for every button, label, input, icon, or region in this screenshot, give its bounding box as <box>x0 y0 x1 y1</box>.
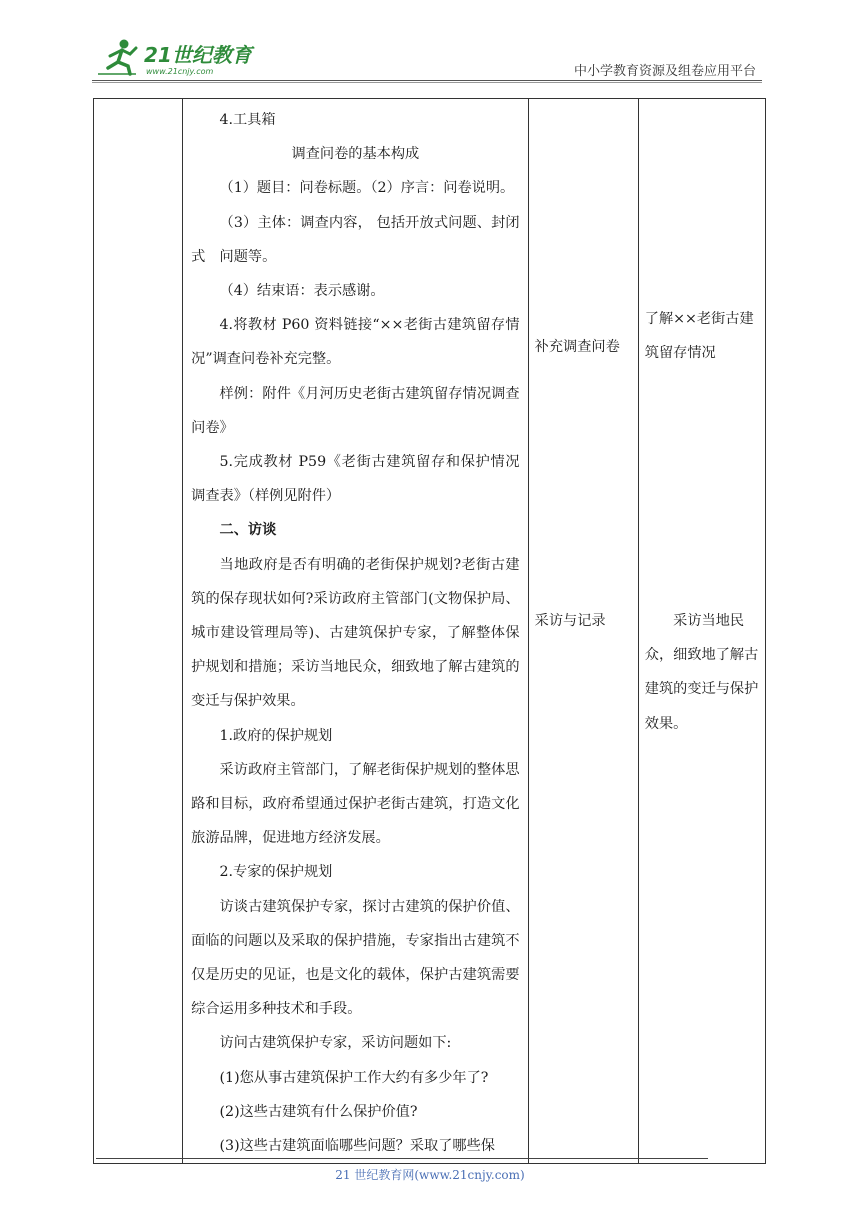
paragraph: 采访政府主管部门，了解老街保护规划的整体思路和目标，政府希望通过保护老街古建筑，打造文化旅游品牌，促进地方经济发展。 <box>191 761 520 847</box>
list-item: (1)您从事古建筑保护工作大约有多少年了? <box>219 1069 489 1086</box>
student-activity-2: 采访与记录 <box>534 613 606 629</box>
design-intent-1: 了解××老街古建筑留存情况 <box>644 311 754 362</box>
list-item: 4.将教材 P60 资料链接“××老街古建筑留存情况”调查问卷补充完整。 <box>191 317 520 368</box>
footer-divider <box>96 1158 708 1159</box>
table-cell-student-activity <box>528 99 638 1164</box>
site-logo <box>96 36 266 80</box>
lesson-plan-table <box>93 98 766 1164</box>
svg-text:21世纪教育: 21世纪教育 <box>144 43 252 67</box>
section-heading-interview: 二、访谈 <box>219 522 277 539</box>
student-activity-1: 补充调查问卷 <box>534 339 620 355</box>
subheading: 2.专家的保护规划 <box>219 864 333 881</box>
list-item: (2)这些古建筑有什么保护价值? <box>219 1103 418 1120</box>
design-intent-2: 采访当地民众，细致地了解古建筑的变迁与保护效果。 <box>644 613 759 732</box>
paragraph: 访问古建筑保护专家，采访问题如下: <box>219 1035 452 1052</box>
header-divider <box>92 80 762 81</box>
footer-link[interactable]: 21 世纪教育网(www.21cnjy.com) <box>335 1168 525 1182</box>
list-item: （3）主体：调查内容， 包括开放式问题、封闭式 问题等。 <box>191 214 520 265</box>
header-divider-thin <box>92 82 762 83</box>
list-item: 样例：附件《月河历史老街古建筑留存情况调查问卷》 <box>191 385 520 436</box>
table-cell-activity <box>183 99 529 1164</box>
questionnaire-structure-title: 调查问卷的基本构成 <box>291 146 420 163</box>
platform-name: 中小学教育资源及组卷应用平台 <box>573 64 756 79</box>
list-item: (3)这些古建筑面临哪些问题？采取了哪些保 <box>219 1138 495 1155</box>
list-item: 5.完成教材 P59《老街古建筑留存和保护情况调查表》（样例见附件） <box>191 454 520 505</box>
toolbox-heading: 4.工具箱 <box>219 112 276 128</box>
list-item: （4）结束语：表示感谢。 <box>219 283 385 300</box>
table-row <box>94 99 766 1164</box>
paragraph: 当地政府是否有明确的老街保护规划?老街古建筑的保存现状如何?采访政府主管部门(文物保护局、城市建设管理局等)、古建筑保护专家，了解整体保护规划和措施；采访当地民众，细致地了解古建筑的变迁与保护效果。 <box>191 556 520 710</box>
svg-text:www.21cnjy.com: www.21cnjy.com <box>146 67 214 76</box>
table-cell-design-intent <box>638 99 765 1164</box>
table-cell-empty <box>94 99 183 1164</box>
subheading: 1.政府的保护规划 <box>219 727 333 744</box>
list-item: （1）题目：问卷标题。（2）序言：问卷说明。 <box>219 180 515 197</box>
paragraph: 访谈古建筑保护专家，探讨古建筑的保护价值、面临的问题以及采取的保护措施，专家指出古建筑不仅是历史的见证，也是文化的载体，保护古建筑需要综合运用多种技术和手段。 <box>191 898 520 1018</box>
